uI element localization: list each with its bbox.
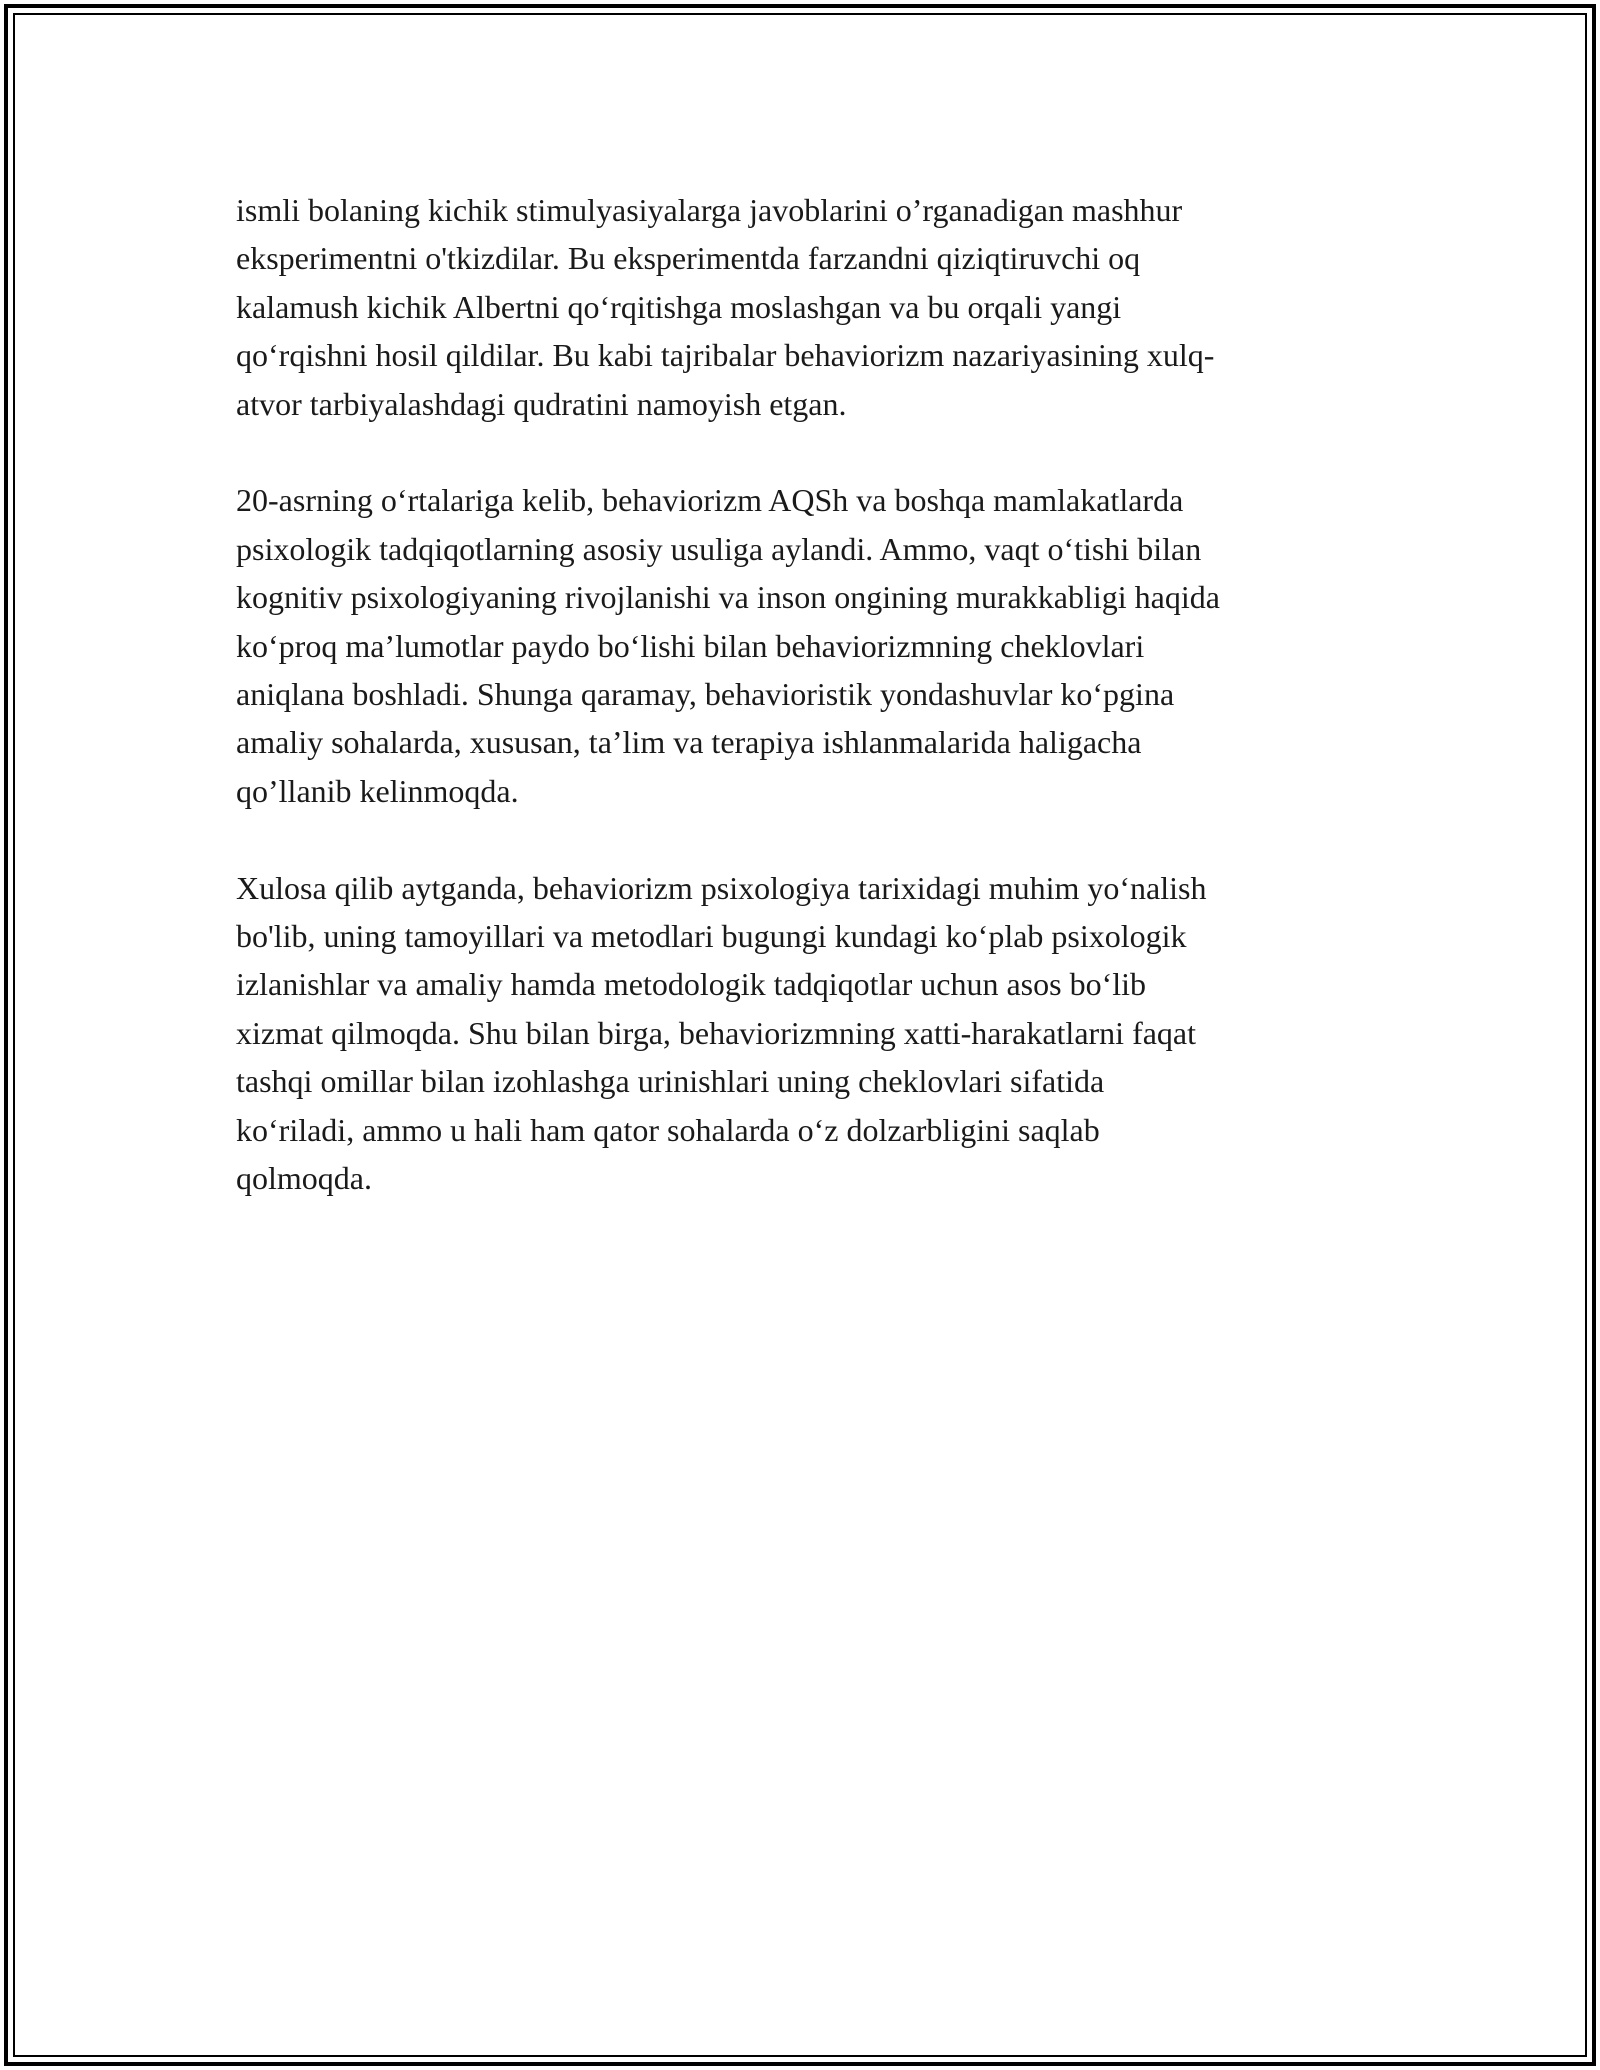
paragraph-3: Xulosa qilib aytganda, behaviorizm psixologiya tarixidagi muhim yo‘nalish bo'lib, uning tamoyillari va metodlari bugungi kundagi ko‘plab psixologik izlanishlar va amaliy hamda metodologik tadqiqotlar uchun asos bo‘lib xizmat qilmoqda. Shu bilan birga, behaviorizmning xatti-harakatlarni faqat tashqi omillar bilan izohlashga urinishlari uning cheklovlari sifatida ko‘riladi, ammo u hali ham qator sohalarda o‘z dolzarbligini saqlab qolmoqda. bbox=[236, 869, 1207, 1197]
document-body bbox=[236, 186, 1376, 1251]
paragraph-2: 20-asrning o‘rtalariga kelib, behaviorizm AQSh va boshqa mamlakatlarda psixologik tadqiqotlarning asosiy usuliga aylandi. Ammo, vaqt o‘tishi bilan kognitiv psixologiyaning rivojlanishi va inson ongining murakkabligi haqida ko‘proq ma’lumotlar paydo bo‘lishi bilan behaviorizmning cheklovlari aniqlana boshladi. Shunga qaramay, behavioristik yondashuvlar ko‘pgina amaliy sohalarda, xususan, ta’lim va terapiya ishlanmalarida haligacha qo’llanib kelinmoqda. bbox=[236, 482, 1220, 809]
paragraph-1: ismli bolaning kichik stimulyasiyalarga javoblarini o’rganadigan mashhur eksperimentni o'tkizdilar. Bu eksperimentda farzandni qiziqtiruvchi oq kalamush kichik Albertni qo‘rqitishga moslashgan va bu orqali yangi qo‘rqishni hosil qildilar. Bu kabi tajribalar behaviorizm nazariyasining xulq- atvor tarbiyalashdagi qudratini namoyish etgan. bbox=[236, 192, 1215, 422]
